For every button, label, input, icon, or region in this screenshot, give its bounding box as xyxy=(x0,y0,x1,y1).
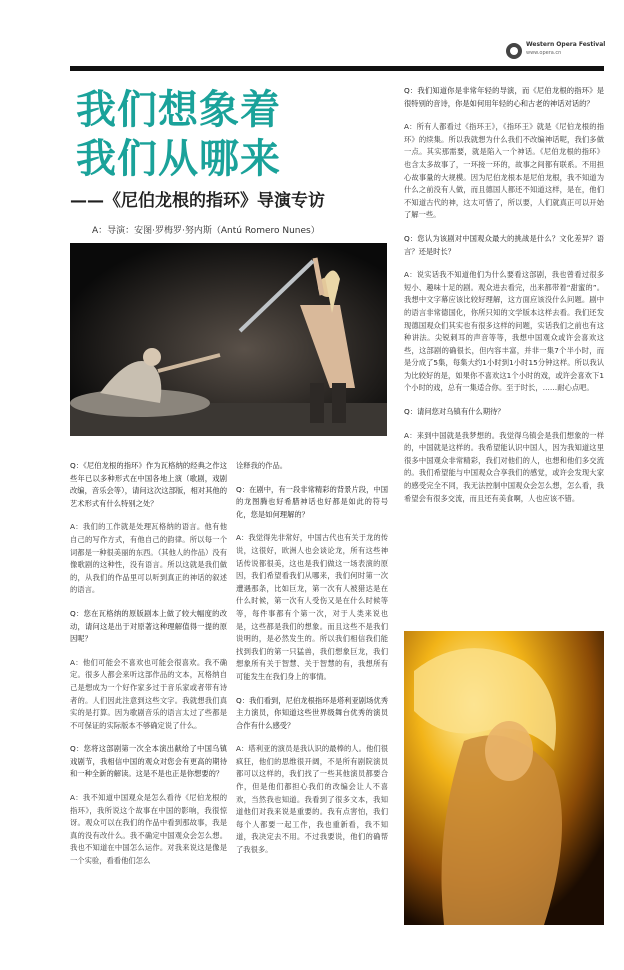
stage-photo-art xyxy=(70,243,387,436)
subtitle: ——《尼伯龙根的指环》导演专访 xyxy=(70,191,325,211)
portrait-photo xyxy=(404,631,604,925)
answer: A：他们可能会不喜欢也可能会很喜欢。我不确定。很多人都会来听这部作品的文本，瓦格纳自己是想成为一个好作家多过于音乐家或者带有诗者的。人们因此注意到这些文字。我就想我们真实的是打算。因为歌剧音乐的语言太过了些都是不可保证的实际版本不够确定说了什么。 xyxy=(70,657,227,730)
answer: A：我觉得先非常好，中国古代也有关于龙的传说，这很好，欧洲人也会谈论龙，所有这些神话传说都很美，这也是我们做这一场表演的原因，我们希望看我们从哪来，我们何时第一次遭遇那条，比如巨龙，第一次有人被猎达是在什么时候，第一次有人受伤又是在什么时候等等，每件事都有个第一次，对于人类来说也是，这些都是我们的想象。而且这些不是我们说明的，是必然发生的。所以我们相信我们能找到我们的第一只猛兽，我们想象巨龙，我们想象所有关于智慧、关于智慧的有，我想所有可能发生在我们身上的事情。 xyxy=(236,533,388,681)
answer: A：所有人都看过《指环王》，《指环王》就是《尼伯龙根的指环》的续集。所以我就想为什么我们不改编神话呢，我们多做一点。其实那需要，就是陷入一个神话。《尼伯龙根的指环》也含太多故事了，一环接一环的，故事之间都有联系。不用担心故事量的大规模。因为尼伯龙根本是尼伯龙根，我不知道为什么之前没有人做，而且德国人都还不知道这样，是在，他们不知道古代的神，这太可惜了，所以要，人们就真正可以开始了解一些。 xyxy=(404,122,604,220)
question: Q：您认为该剧对中国观众最大的挑战是什么？文化差异？语言？还是时长？ xyxy=(404,233,604,256)
question: Q：您将这部剧第一次全本演出献给了中国乌镇戏剧节，我相信中国的观众对您会有更高的期待和一种全新的解读。这是不是也正是你想要的？ xyxy=(70,744,227,779)
byline: A：导演：安图·罗梅罗·努内斯（Antú Romero Nunes） xyxy=(92,226,320,236)
question: Q：在剧中，有一段非常精彩的背景片段，中国的龙图腾也好希腊神话也好都是如此的符号化，您是如何理解的？ xyxy=(236,484,388,519)
logo-subtext: www.opera.cn xyxy=(526,50,562,56)
top-rule xyxy=(70,66,604,71)
headline-line-2: 我们从哪来 xyxy=(76,135,281,182)
article-column-3 xyxy=(404,85,604,516)
magazine-logo xyxy=(506,41,606,63)
answer: A：塔利亚的演员是我认识的最棒的人。他们很疯狂，他们的思维很开阔，不是所有剧院演员都可以这样的，我们找了一些其他演员都要合作，但是他们都担心我们的改编会让人不喜欢，当然我也知道。我看到了很多文本，我知道他们对我来说是重要的。我有点害怕，我们每个人都要一起工作，我也重新看，我不知道，我决定去不用。不过我要说，他们的确帮了我很多。 xyxy=(236,744,388,855)
question: Q：请问您对乌镇有什么期待？ xyxy=(404,407,505,417)
portrait-photo-art xyxy=(404,631,604,925)
answer-continued: 诠释我的作品。 xyxy=(236,461,288,470)
article-column-1 xyxy=(70,460,227,879)
answer: A：我不知道中国观众是怎么看待《尼伯龙根的指环》，我所说这个故事在中国的影响，我很惊讶。观众可以在我们的作品中看到那故事，我是真的没有改什么。我不确定中国观众会怎么想。我也不知道在中国怎么运作。对我来说这是像是一个实验，看看他们怎么 xyxy=(70,793,227,866)
answer: A：我们的工作就是处理瓦格纳的语言。他有他自己的写作方式，有他自己的韵律。所以每一个词都是一种很美丽的东西。（其他人的作品）没有像歌剧的这种性，没有语言。所以这就是我们做的，从我们的作品里可以听到真正的神话的叙述的语言。 xyxy=(70,522,227,595)
logo-text: Western Opera Festival xyxy=(526,41,606,48)
question: Q：我们看到，尼伯龙根指环是塔利亚剧场优秀主力演员，你知道这些世界级舞台优秀的演员合作有什么感受？ xyxy=(236,695,388,730)
question: Q：您在瓦格纳的原版剧本上做了较大幅度的改动，请问这是出于对原著这种理解值得一提的原因呢？ xyxy=(70,608,227,644)
stage-photo xyxy=(70,243,387,436)
headline-line-1: 我们想象着 xyxy=(76,86,281,133)
article-column-2 xyxy=(236,460,388,868)
answer: A：说实话我不知道他们为什么要看这部剧，我也曾看过很多短小、趣味十足的剧。观众进去看完，出来都带着“甜蜜的”。我想中文字幕应该比较好理解，这方面应该没什么问题。剧中的语言非常德国化，你所只知的文学版本这样去看。我们还发现德国观众们其实也有很多这样的问题，实话我们之前也有这种讲法。尖锐刺耳的声音等等，我想中国观众或许会喜欢这些，这部剧的确很长，但内容丰富，并非一集7个半小时，而是分成了5集，每集大约1小时到1小时15分钟这样。所以我认为比较好的是，如果你不喜欢这1个小时的戏，或许会喜欢下1个小时的戏，总有一集适合你。至于时长，……耐心点吧。 xyxy=(404,270,604,393)
question: Q：我们知道你是非常年轻的导演，而《尼伯龙根的指环》是很特别的音诗，你是如何用年轻的心和古老的神话对话的？ xyxy=(404,86,604,108)
logo-icon xyxy=(506,43,522,59)
question: Q：《尼伯龙根的指环》作为瓦格纳的经典之作这些年已以多种形式在中国各地上演（歌剧，戏剧改编，音乐会等），请问这次这部版，相对其他的艺术形式有什么特别之处？ xyxy=(70,461,227,508)
answer: A：来到中国就是我梦想的。我觉得乌镇会是我们想象的一样的，中国就是这样的。我希望能认识中国人，因为我知道这里很多中国观众非常精彩，我们对他们的人，也想和他们多交流的。我们希望能与中国观众合享我们的感觉，或许会发现大家的感受完全不同，我无法控制中国观众会怎么想，怎么看，我希望会有很多交流，而且还有美食啊，人也应该不错。 xyxy=(404,430,604,503)
